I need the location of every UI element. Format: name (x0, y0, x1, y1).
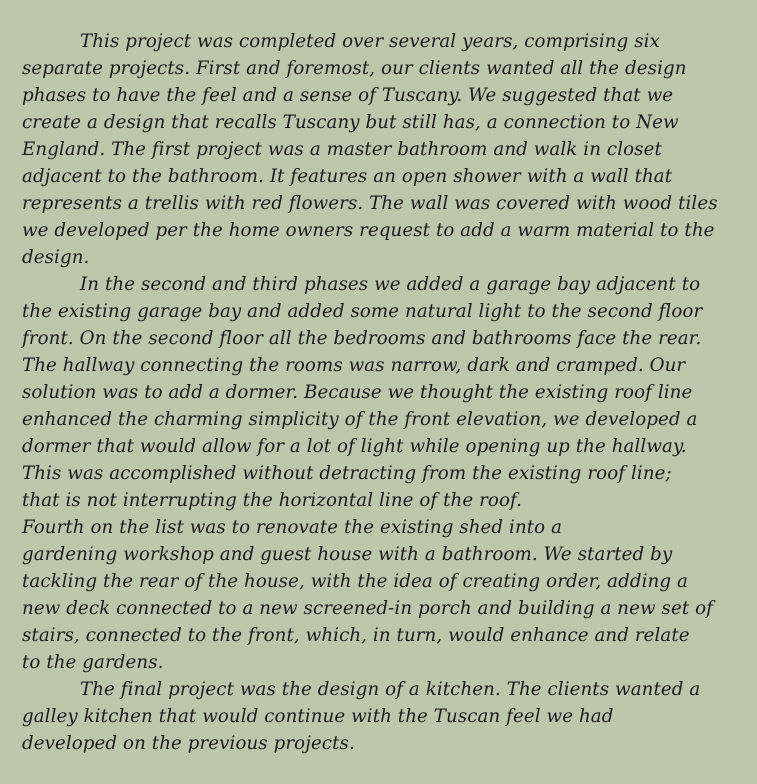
text-line: stairs, connected to the front, which, in turn, would enhance and relate (22, 625, 690, 646)
text-line: Fourth on the list was to renovate the existing shed into a (22, 517, 563, 538)
text-line: dormer that would allow for a lot of light while opening up the hallway. (22, 436, 687, 457)
paragraph-1 (22, 28, 752, 271)
text-line: This was accomplished without detracting from the existing roof line; (22, 463, 672, 484)
text-line: This project was completed over several years, comprising six (80, 31, 660, 52)
text-line: solution was to add a dormer. Because we thought the existing roof line (22, 382, 693, 403)
text-line: England. The first project was a master bathroom and walk in closet (22, 139, 662, 160)
text-line: enhanced the charming simplicity of the front elevation, we developed a (22, 409, 698, 430)
text-line: adjacent to the bathroom. It features an open shower with a wall that (22, 166, 673, 187)
text-line: developed on the previous projects. (22, 733, 355, 754)
text-line: we developed per the home owners request to add a warm material to the (22, 220, 715, 241)
project-description (22, 28, 752, 757)
text-line: create a design that recalls Tuscany but still has, a connection to New (22, 112, 679, 133)
paragraph-4 (22, 676, 752, 757)
text-line: new deck connected to a new screened-in porch and building a new set of (22, 598, 713, 619)
text-line: phases to have the feel and a sense of Tuscany. We suggested that we (22, 85, 674, 106)
text-line: The final project was the design of a kitchen. The clients wanted a (80, 679, 701, 700)
paragraph-2 (22, 271, 752, 514)
text-line: The hallway connecting the rooms was narrow, dark and cramped. Our (22, 355, 686, 376)
text-line: to the gardens. (22, 652, 164, 673)
text-line: In the second and third phases we added a garage bay adjacent to (80, 274, 701, 295)
text-line: the existing garage bay and added some natural light to the second floor (22, 301, 703, 322)
text-line: gardening workshop and guest house with a bathroom. We started by (22, 544, 673, 565)
text-line: that is not interrupting the horizontal line of the roof. (22, 490, 523, 511)
text-line: separate projects. First and foremost, our clients wanted all the design (22, 58, 687, 79)
text-line: galley kitchen that would continue with the Tuscan feel we had (22, 706, 614, 727)
text-line: represents a trellis with red flowers. The wall was covered with wood tiles (22, 193, 718, 214)
text-line: design. (22, 247, 90, 268)
paragraph-3 (22, 514, 752, 676)
text-line: tackling the rear of the house, with the idea of creating order, adding a (22, 571, 688, 592)
text-line: front. On the second floor all the bedrooms and bathrooms face the rear. (22, 328, 702, 349)
